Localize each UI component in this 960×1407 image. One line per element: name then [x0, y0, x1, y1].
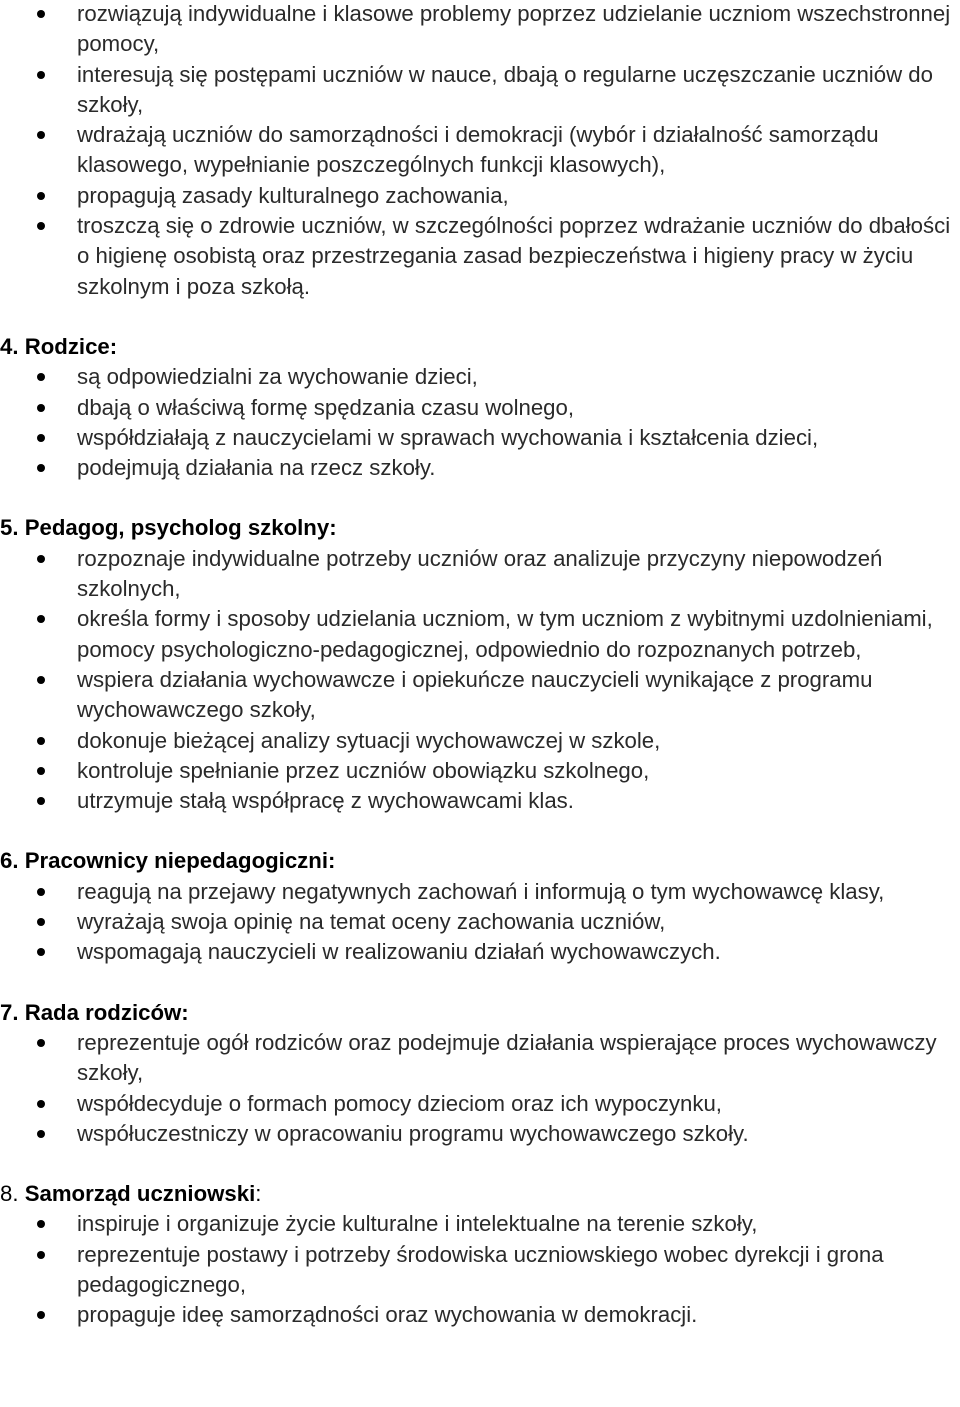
section-heading — [0, 998, 960, 1028]
list-item: są odpowiedzialni za wychowanie dzieci, — [0, 362, 960, 392]
list-item: wyrażają swoja opinię na temat oceny zachowania uczniów, — [0, 907, 960, 937]
bullet-list — [0, 0, 960, 302]
section-heading — [0, 846, 960, 876]
section-number: 6. — [0, 848, 19, 874]
bullet-list — [0, 877, 960, 968]
list-item: wspomagają nauczycieli w realizowaniu działań wychowawczych. — [0, 937, 960, 967]
bullet-list — [0, 544, 960, 817]
section-title: Pedagog, psycholog szkolny: — [24, 515, 337, 541]
section-number: 5. — [0, 515, 19, 541]
list-item: troszczą się o zdrowie uczniów, w szczególności poprzez wdrażanie uczniów do dbałości o higienę osobistą oraz przestrzegania zasad bezpieczeństwa i higieny pracy w życiu szkolnym i poza szkołą. — [0, 211, 960, 302]
list-item: podejmują działania na rzecz szkoły. — [0, 453, 960, 483]
section-heading — [0, 1179, 960, 1209]
section-title-suffix: : — [255, 1181, 262, 1207]
bullet-list — [0, 1028, 960, 1149]
section-number: 4. — [0, 333, 19, 359]
list-item: wspiera działania wychowawcze i opiekuńcze nauczycieli wynikające z programu wychowawczego szkoły, — [0, 665, 960, 726]
bullet-list — [0, 362, 960, 483]
list-item: współuczestniczy w opracowaniu programu wychowawczego szkoły. — [0, 1119, 960, 1149]
list-item: interesują się postępami uczniów w nauce, dbają o regularne uczęszczanie uczniów do szkoły, — [0, 60, 960, 121]
list-item: wdrażają uczniów do samorządności i demokracji (wybór i działalność samorządu klasowego, wypełnianie poszczególnych funkcji klasowych), — [0, 120, 960, 181]
list-item: propaguje ideę samorządności oraz wychowania w demokracji. — [0, 1300, 960, 1330]
list-item: utrzymuje stałą współpracę z wychowawcami klas. — [0, 786, 960, 816]
list-item: propagują zasady kulturalnego zachowania, — [0, 181, 960, 211]
list-item: współdziałają z nauczycielami w sprawach wychowania i kształcenia dzieci, — [0, 423, 960, 453]
section-6 — [0, 846, 960, 967]
section-title: Rodzice: — [24, 333, 118, 359]
section-title: Samorząd uczniowski — [24, 1181, 256, 1207]
list-item: dbają o właściwą formę spędzania czasu wolnego, — [0, 393, 960, 423]
section-title: Pracownicy niepedagogiczni: — [24, 848, 336, 874]
section-number: 7. — [0, 999, 19, 1025]
section-heading — [0, 332, 960, 362]
bullet-list — [0, 1209, 960, 1330]
section-5 — [0, 513, 960, 816]
section-3-continued — [0, 0, 960, 302]
list-item: rozpoznaje indywidualne potrzeby uczniów oraz analizuje przyczyny niepowodzeń szkolnych, — [0, 544, 960, 605]
list-item: współdecyduje o formach pomocy dzieciom oraz ich wypoczynku, — [0, 1089, 960, 1119]
list-item: inspiruje i organizuje życie kulturalne i intelektualne na terenie szkoły, — [0, 1209, 960, 1239]
section-4 — [0, 332, 960, 483]
section-heading — [0, 513, 960, 543]
list-item: reprezentuje ogół rodziców oraz podejmuje działania wspierające proces wychowawczy szkoły, — [0, 1028, 960, 1089]
section-title: Rada rodziców: — [24, 999, 189, 1025]
list-item: reagują na przejawy negatywnych zachowań i informują o tym wychowawcę klasy, — [0, 877, 960, 907]
section-number: 8. — [0, 1181, 19, 1207]
list-item: określa formy i sposoby udzielania uczniom, w tym uczniom z wybitnymi uzdolnieniami, pomocy psychologiczno-pedagogicznej, odpowiednio do rozpoznanych potrzeb, — [0, 604, 960, 665]
section-7 — [0, 998, 960, 1149]
section-8 — [0, 1179, 960, 1330]
list-item: reprezentuje postawy i potrzeby środowiska uczniowskiego wobec dyrekcji i grona pedagogicznego, — [0, 1240, 960, 1301]
list-item: rozwiązują indywidualne i klasowe problemy poprzez udzielanie uczniom wszechstronnej pomocy, — [0, 0, 960, 60]
list-item: dokonuje bieżącej analizy sytuacji wychowawczej w szkole, — [0, 726, 960, 756]
list-item: kontroluje spełnianie przez uczniów obowiązku szkolnego, — [0, 756, 960, 786]
